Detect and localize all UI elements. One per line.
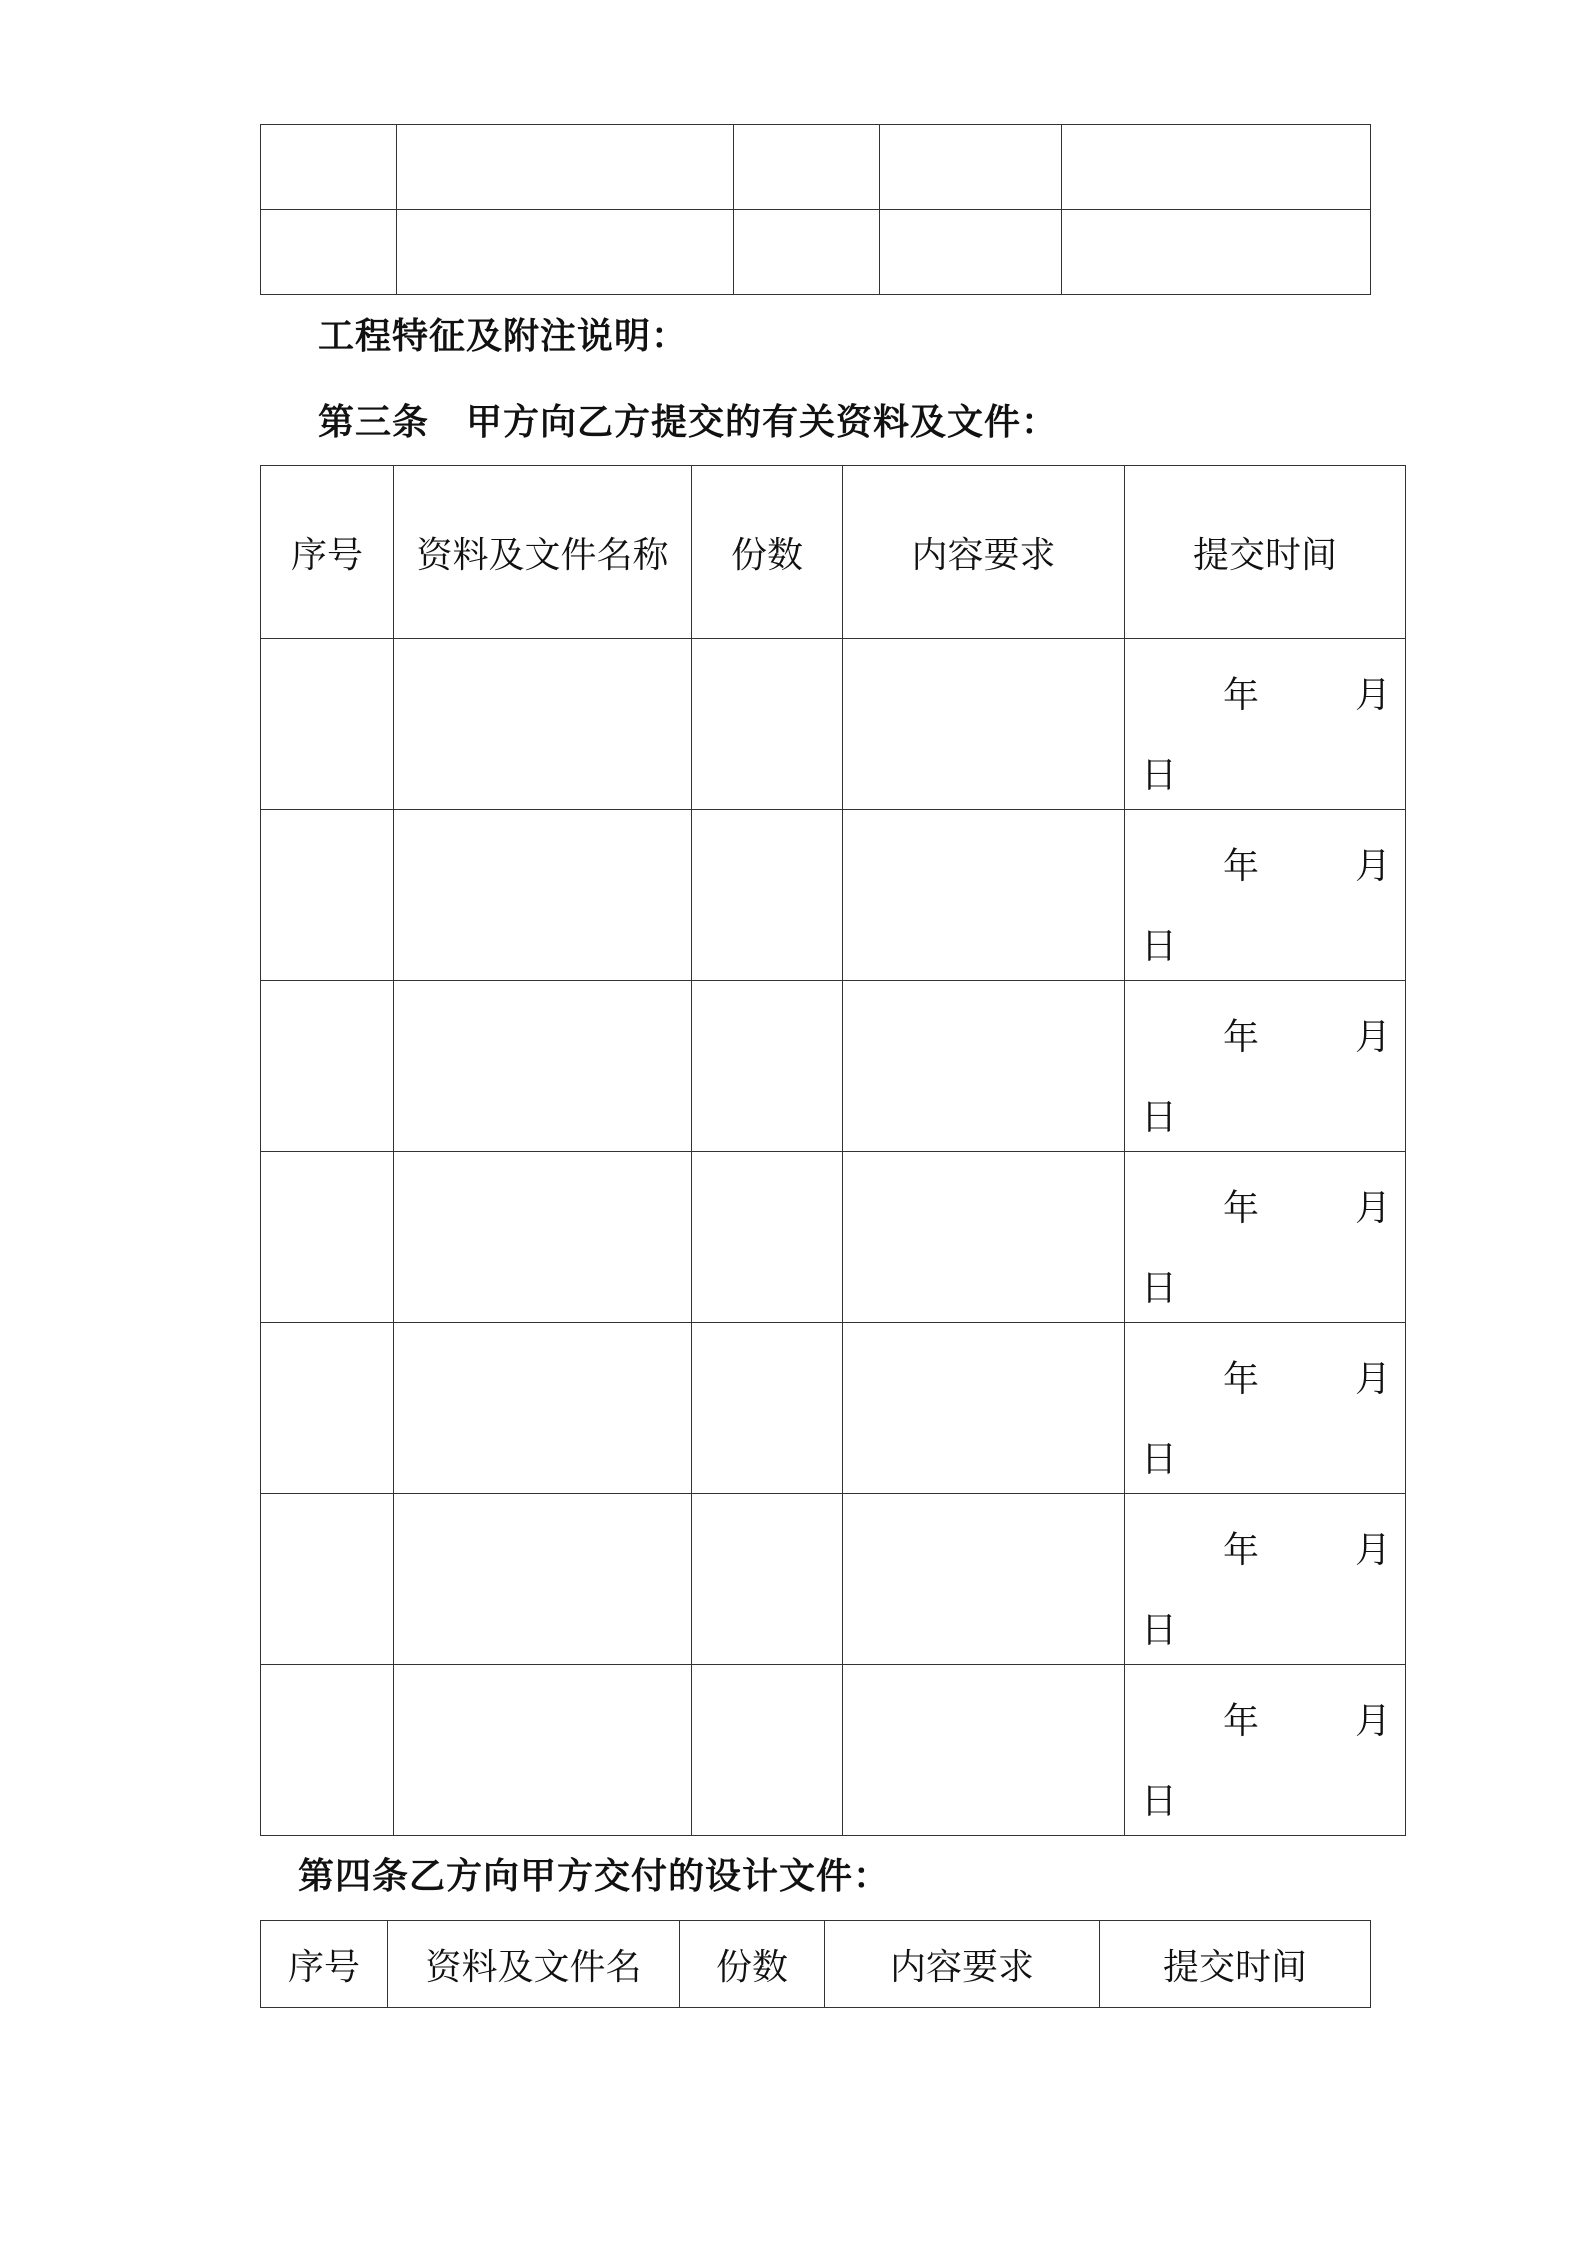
date-month-label: 月: [1354, 1359, 1391, 1400]
table-cell: [734, 125, 880, 210]
date-month-label: 月: [1354, 1188, 1391, 1229]
table-header-row: [261, 1921, 1371, 2008]
date-month-label: 月: [1354, 1701, 1391, 1742]
table-cell: [843, 1665, 1125, 1836]
article-3-table: [260, 465, 1406, 1836]
table-cell: [397, 125, 734, 210]
submission-date-cell: [1125, 1323, 1406, 1494]
date-day-label: 日: [1141, 1439, 1178, 1480]
article-4-table: [260, 1920, 1371, 2008]
table-cell: [692, 1152, 843, 1323]
date-day-label: 日: [1141, 1781, 1178, 1822]
table-row: [261, 639, 1406, 810]
table-cell: [692, 981, 843, 1152]
submission-date-cell: [1125, 639, 1406, 810]
table-cell: [261, 639, 394, 810]
date-year-label: 年: [1223, 846, 1260, 887]
header-document-name: 资料及文件名: [388, 1921, 680, 2008]
table-cell: [843, 981, 1125, 1152]
table-row: [261, 1494, 1406, 1665]
date-year-label: 年: [1223, 675, 1260, 716]
table-cell: [1062, 210, 1371, 295]
table-cell: [261, 810, 394, 981]
table-cell: [394, 810, 692, 981]
date-year-label: 年: [1223, 1188, 1260, 1229]
date-year-label: 年: [1223, 1530, 1260, 1571]
table-cell: [261, 1494, 394, 1665]
header-content-requirements: 内容要求: [825, 1921, 1100, 2008]
table-cell: [394, 1323, 692, 1494]
table-cell: [394, 1152, 692, 1323]
date-year-label: 年: [1223, 1701, 1260, 1742]
table-cell: [261, 1665, 394, 1836]
date-month-label: 月: [1354, 675, 1391, 716]
table-cell: [397, 210, 734, 295]
date-year-label: 年: [1223, 1359, 1260, 1400]
article-4-title: 第四条乙方向甲方交付的设计文件：: [298, 1856, 891, 1897]
date-day-label: 日: [1141, 755, 1178, 796]
table-cell: [843, 1494, 1125, 1665]
table-row: [261, 1665, 1406, 1836]
table-cell: [394, 1665, 692, 1836]
table-row: [261, 981, 1406, 1152]
table-cell: [394, 1494, 692, 1665]
table-cell: [843, 1323, 1125, 1494]
date-day-label: 日: [1141, 1610, 1178, 1651]
header-submission-time: 提交时间: [1125, 466, 1406, 639]
header-serial: 序号: [261, 466, 394, 639]
features-notes-label: 工程特征及附注说明：: [318, 316, 689, 357]
table-cell: [394, 639, 692, 810]
table-cell: [394, 981, 692, 1152]
table-cell: [880, 125, 1062, 210]
table-cell: [880, 210, 1062, 295]
submission-date-cell: [1125, 1494, 1406, 1665]
table-cell: [843, 1152, 1125, 1323]
date-month-label: 月: [1354, 1530, 1391, 1571]
submission-date-cell: [1125, 810, 1406, 981]
date-year-label: 年: [1223, 1017, 1260, 1058]
table-row: [261, 1152, 1406, 1323]
table-cell: [692, 1494, 843, 1665]
table-row: [261, 125, 1371, 210]
date-month-label: 月: [1354, 1017, 1391, 1058]
submission-date-cell: [1125, 981, 1406, 1152]
table-row: [261, 810, 1406, 981]
table-cell: [261, 210, 397, 295]
header-copies: 份数: [680, 1921, 825, 2008]
date-day-label: 日: [1141, 926, 1178, 967]
table-cell: [261, 125, 397, 210]
date-day-label: 日: [1141, 1268, 1178, 1309]
table-cell: [1062, 125, 1371, 210]
table-cell: [734, 210, 880, 295]
table-cell: [692, 1323, 843, 1494]
top-empty-table: [260, 124, 1371, 295]
header-copies: 份数: [692, 466, 843, 639]
table-cell: [692, 639, 843, 810]
table-cell: [843, 639, 1125, 810]
date-month-label: 月: [1354, 846, 1391, 887]
header-serial: 序号: [261, 1921, 388, 2008]
submission-date-cell: [1125, 1152, 1406, 1323]
table-cell: [692, 810, 843, 981]
table-cell: [843, 810, 1125, 981]
table-row: [261, 1323, 1406, 1494]
table-cell: [692, 1665, 843, 1836]
header-submission-time: 提交时间: [1100, 1921, 1371, 2008]
header-document-name: 资料及文件名称: [394, 466, 692, 639]
table-row: [261, 210, 1371, 295]
table-header-row: [261, 466, 1406, 639]
date-day-label: 日: [1141, 1097, 1178, 1138]
table-cell: [261, 1323, 394, 1494]
table-cell: [261, 1152, 394, 1323]
table-cell: [261, 981, 394, 1152]
header-content-requirements: 内容要求: [843, 466, 1125, 639]
submission-date-cell: [1125, 1665, 1406, 1836]
article-3-title: 第三条 甲方向乙方提交的有关资料及文件：: [318, 402, 1059, 443]
